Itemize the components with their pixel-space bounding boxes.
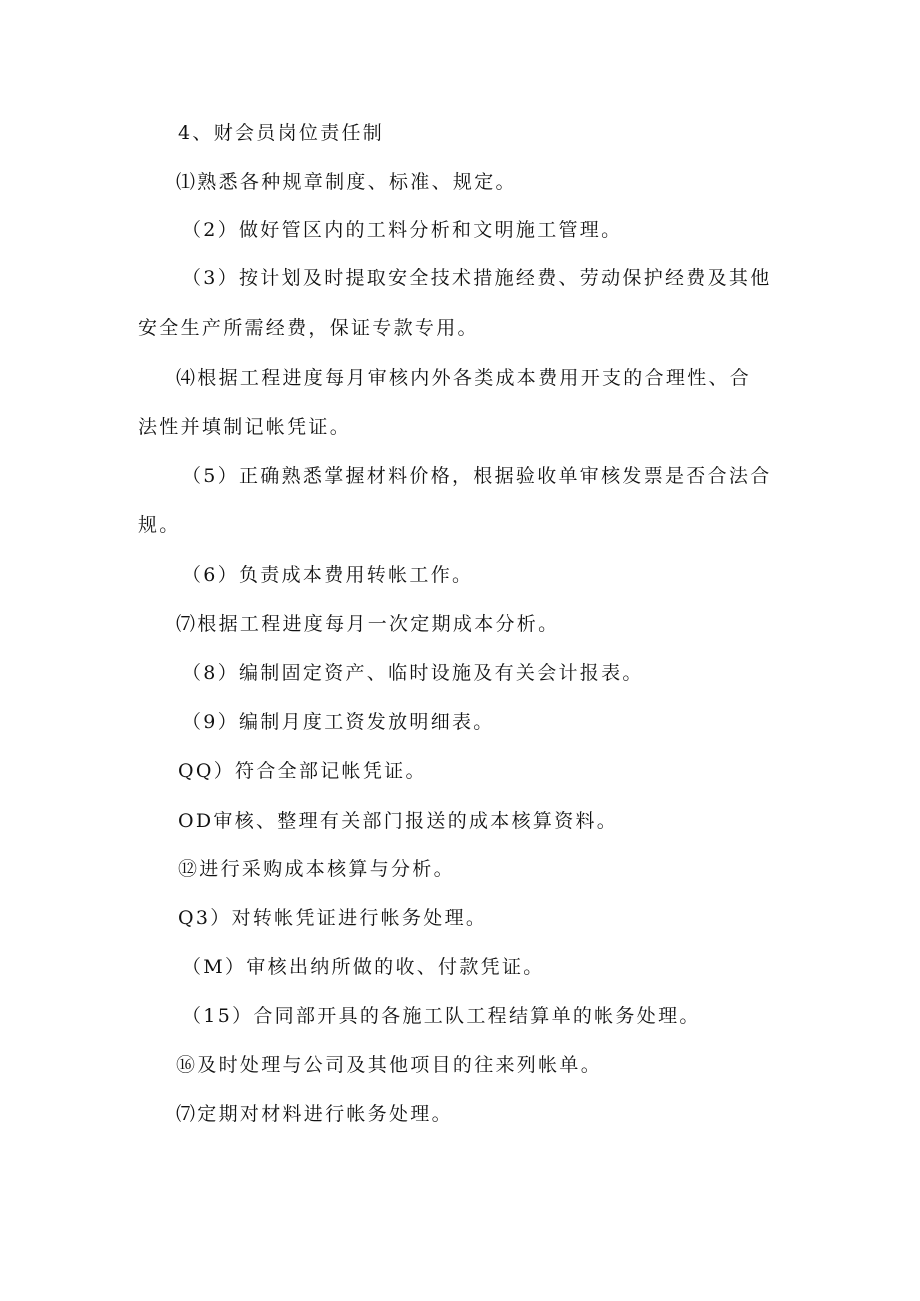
paragraph: （3）按计划及时提取安全技术措施经费、劳动保护经费及其他 <box>182 267 772 289</box>
paragraph: （M）审核出纳所做的收、付款凭证。 <box>182 956 545 978</box>
paragraph-continuation: 安全生产所需经费，保证专款专用。 <box>138 317 479 339</box>
paragraph: ⑺定期对材料进行帐务处理。 <box>176 1103 453 1125</box>
paragraph: ⑺根据工程进度每月一次定期成本分析。 <box>176 613 560 635</box>
paragraph: （5）正确熟悉掌握材料价格，根据验收单审核发票是否合法合 <box>182 465 772 487</box>
paragraph: ⑴熟悉各种规章制度、标准、规定。 <box>176 171 517 193</box>
paragraph-continuation: 规。 <box>138 514 181 536</box>
paragraph: Q3）对转帐凭证进行帐务处理。 <box>178 907 488 929</box>
paragraph: ⑯及时处理与公司及其他项目的往来列帐单。 <box>176 1054 603 1076</box>
paragraph: ⑷根据工程进度每月审核内外各类成本费用开支的合理性、合 <box>176 367 752 389</box>
paragraph: （9）编制月度工资发放明细表。 <box>182 711 495 733</box>
paragraph: ⑫进行采购成本核算与分析。 <box>178 858 455 880</box>
paragraph: （2）做好管区内的工料分析和文明施工管理。 <box>182 219 623 241</box>
paragraph: QQ）符合全部记帐凭证。 <box>178 760 427 782</box>
paragraph: （15）合同部开具的各施工队工程结算单的帐务处理。 <box>182 1005 701 1027</box>
paragraph-continuation: 法性并填制记帐凭证。 <box>138 416 352 438</box>
paragraph: （6）负责成本费用转帐工作。 <box>182 564 474 586</box>
paragraph: OD审核、整理有关部门报送的成本核算资料。 <box>178 810 619 832</box>
section-title: 4、财会员岗位责任制 <box>178 122 385 144</box>
paragraph: （8）编制固定资产、临时设施及有关会计报表。 <box>182 662 644 684</box>
